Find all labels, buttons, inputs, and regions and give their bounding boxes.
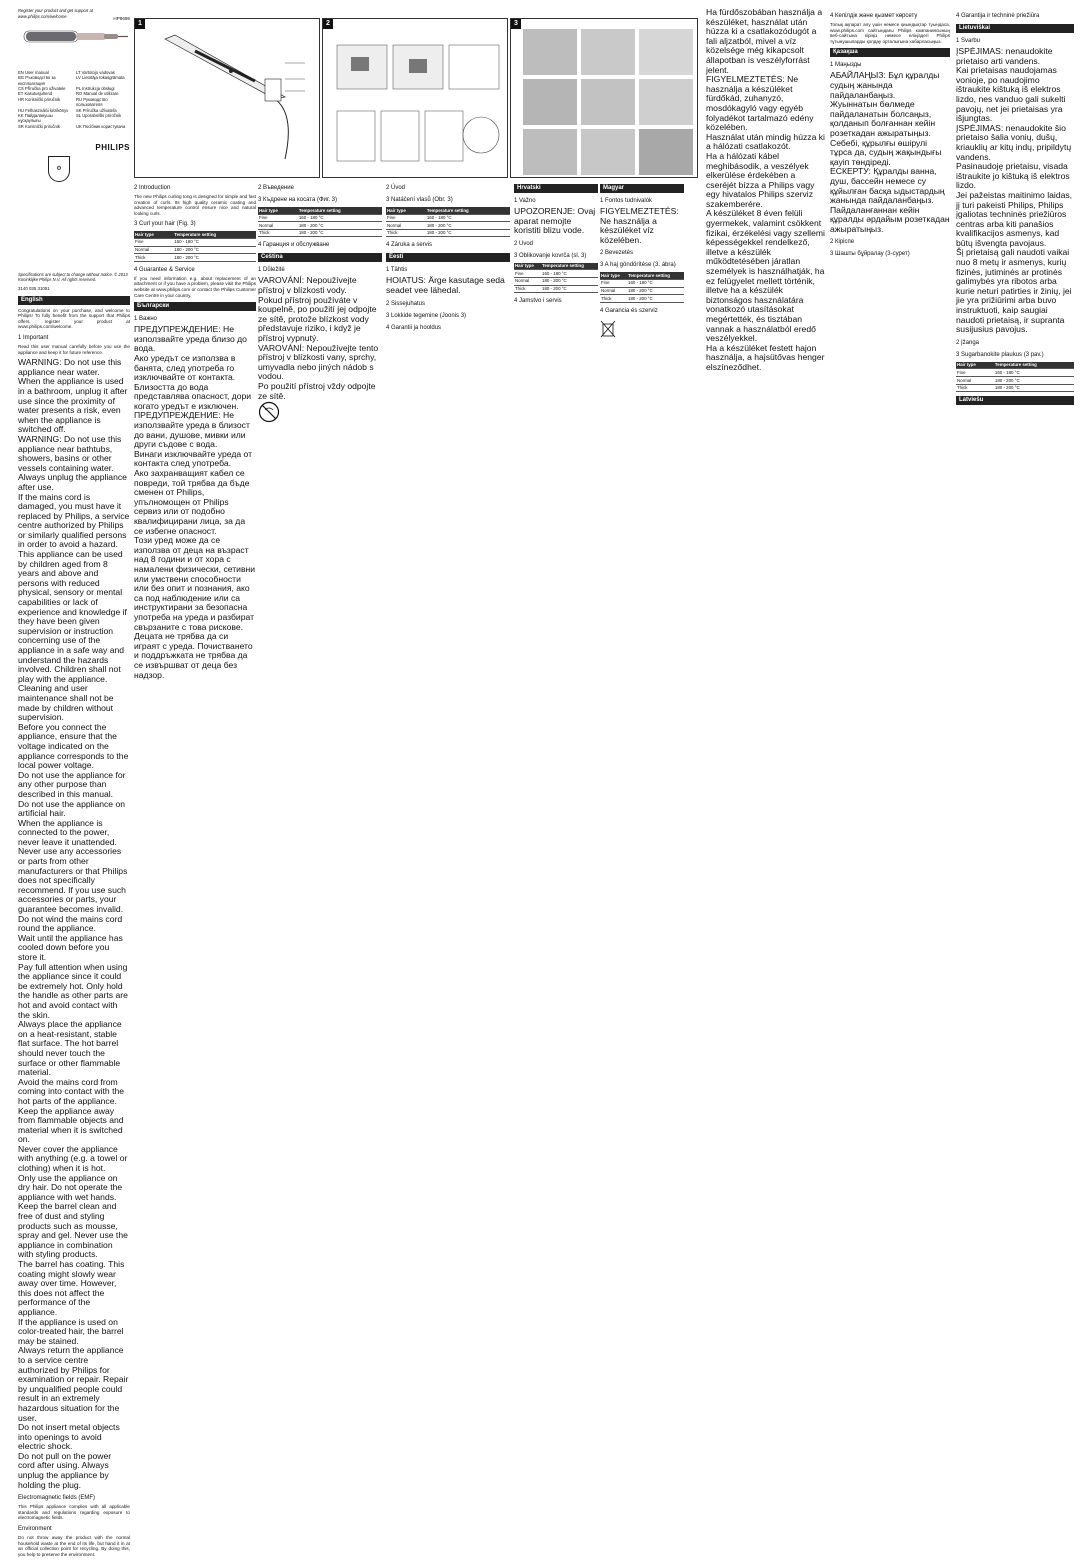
heading-guarantee-bg: 4 Гаранция и обслужване [258,242,330,249]
temperature-table [514,263,598,293]
table-row [258,214,382,222]
table-row [134,254,256,262]
table-cell: 180 - 200 °C [426,229,510,237]
warning-unplug: Always unplug the appliance after use. [18,472,127,492]
model-number: HP8699 [113,16,130,21]
no-shower-icon [258,401,280,423]
table-cell: Fine [514,270,541,278]
heading-important: 1 Important [18,335,49,341]
table-row [134,246,256,254]
heading-curl-cs: 3 Natáčení vlasů (Obr. 3) [386,197,453,203]
warning-cord-lt: Jei pažeistas maitinimo laidas, jį turi pakeisti Philips, Philips įgaliotas techninės priežiūros centras arba kiti panašios kvalifikacijos asmenys, kad būtų išvengta pavojaus. [956,189,1073,248]
warning-children-bg: Този уред може да се използва от деца на възраст над 8 години и от хора с намалени физически, сетивни или умствени способности или без опит и познания, ако са под наблюдение или са инструктирани за безопасна употреба на уреда и разбират свързаните с това рискове. Децата не трябва да си играят с уреда. Почистването и поддръжката не трябва да се извършват от деца без надзор. [134,535,256,680]
table-cell: Thick [514,285,541,293]
table-header: Temperature setting [994,362,1074,369]
warning-bathroom-cs: Pokud přístroj používáte v koupelně, po použití jej odpojte ze sítě, protože blízkost vody představuje riziko, i když je přístroj vypnutý. [258,294,377,343]
heading-important-bg: 1 Важно [134,316,158,323]
philips-shield-logo: ⚙ [48,156,70,182]
doc-number: 3140 035 31051 [18,286,50,292]
introduction-text: The new Philips curling tong is designed for simple and fast creation of curls. Its high quality ceramic coating and advanced temperature control ensure nice and natural looking curls. [134,194,256,216]
section-hungarian: Magyar [600,184,684,193]
warning-cord-hu: Ha a hálózati kábel meghibásodik, a veszélyek elkerülése érdekében a cseréjét bízza a Philips vagy egy hivatalos Philips szerviz szakemberére. [706,150,815,209]
figure-3 [510,18,698,178]
warning-water-cs: VAROVÁNÍ: Nepoužívejte přístroj v blízkosti vody. [258,275,357,295]
warning-voltage: Before you connect the appliance, ensure that the voltage indicated on the appliance corresponds to the local power voltage. [18,721,129,771]
heading-guarantee-cs: 4 Záruka a servis [386,242,433,249]
table-cell: 160 - 180 °C [426,214,510,222]
lang-item: PL Instrukcja obsługi [76,86,115,91]
lang-item: CS Příručka pro uživatele [18,86,66,91]
table-row [956,377,1074,385]
warning-surface: Always place the appliance on a heat-resistant, stable flat surface. The hot barrel should never touch the surface or other flammable material. [18,1019,122,1078]
lang-item: ET Kasutusjuhend [18,91,53,97]
warning-artificial-hair: Do not use the appliance on artificial hair. [18,798,126,819]
warning-bathtubs-bg: ПРЕДУПРЕЖДЕНИЕ: Не използвайте уреда в близост до вани, душове, мивки или други съдове с вода. [134,410,250,450]
table-cell: 180 - 200 °C [541,285,598,293]
table-cell: Fine [600,279,627,287]
heading-intro-hr: 2 Uvod [514,240,534,247]
table-cell: Thick [600,295,627,303]
warning-bathroom: When the appliance is used in a bathroom, unplug it after use since the proximity of water presents a risk, even when the appliance is switched off. [18,376,128,435]
warning-bathroom-hu: Ha fürdőszobában használja a készüléket, használat után húzza ki a csatlakozódugót a fali aljzatból, mivel a víz közelsége még kikapcsolt állapotban is veszélyforrást jelent. [706,7,823,75]
warning-purpose: Do not use the appliance for any other purpose than described in this manual. [18,769,126,799]
warning-cool-down: Wait until the appliance has cooled down before you store it. [18,932,123,962]
table-header: Hair type [258,207,298,214]
table-header: Temperature setting [541,263,598,270]
heading-curl-kk: 3 Шашты бұйралау (3-сурет) [830,251,910,258]
heading-guarantee-hr: 4 Jamstvo i servis [514,298,562,305]
lang-item: RU Руководство пользователя [76,96,108,108]
lang-item: UK Посібник користувача [76,123,126,129]
heading-intro-hu: 2 Bevezetés [600,250,634,257]
warning-unplug-lt: Pasinaudoję prietaisu, visada ištraukite jo kištuką iš elektros lizdo. [956,161,1070,191]
read-manual-text: Read this user manual carefully before you use the appliance and keep it for future reference. [18,344,130,355]
table-cell: 180 - 200 °C [627,295,684,303]
warning-wind-cord: Do not wind the mains cord round the appliance. [18,913,123,934]
table-cell: 180 - 200 °C [426,222,510,230]
warning-unplug-cs: Po použití přístroj vždy odpojte ze sítě. [258,380,376,401]
column-hungarian [600,180,684,342]
figure-number: 1 [135,19,145,29]
heading-environment: Environment [18,1526,52,1533]
warning-hot: Pay full attention when using the appliance since it could be extremely hot. Only hold the handle as other parts are hot and avoid contact with the skin. [18,961,128,1020]
table-header: Hair type [956,362,994,369]
temperature-table [258,207,382,237]
column-lithuanian [956,8,1074,408]
warning-stained-hu: Ha a készüléket festett hajon használja, a hajsütővas henger elszíneződhet. [706,342,825,372]
table-cell: Thick [258,229,298,237]
warning-children-lt: Šį prietaisą gali naudoti vaikai nuo 8 metų ir asmenys, kurių fizinės, jutiminės ar protinės galimybės yra ribotos arba kurie neturi patirties ir žinių, jei jie yra prižiūrimi arba buvo instruktuoti, kaip saugiai naudoti prietaisą, ir supranta susijusius pavojus. [956,247,1072,335]
column-english-bulgarian [134,180,256,680]
lang-item: SL Uporabniški priročnik [76,113,122,119]
lang-item: LV Lietotāja rokasgrāmata [76,75,125,81]
table-cell: Fine [386,214,426,222]
table-row [956,369,1074,377]
heading-guarantee-et: 4 Garantii ja hooldus [386,324,442,331]
section-lithuanian: Lietuviškai [956,24,1074,33]
table-row [258,222,382,230]
table-cell: Normal [600,287,627,295]
warning-bathtubs-kk: ЕСКЕРТУ: Құралды ванна, душ, бассейн немесе су құйылған басқа ыдыстардың жанында пайдаланбаңыз. [830,166,945,206]
heading-intro-lt: 2 Įžanga [956,339,980,346]
heading-important-cs: 1 Důležité [258,267,285,274]
warning-accessories: Never use any accessories or parts from other manufacturers or that Philips does not specifically recommend. If you use such accessories or parts, your guarantee becomes invalid. [18,846,128,915]
curler-diagram [135,19,321,179]
table-cell: 160 - 180 °C [173,238,256,246]
section-estonian: Eesti [386,253,510,262]
table-row [514,270,598,278]
register-url[interactable]: www.philips.com/welcome [18,13,67,19]
section-croatian: Hrvatski [514,184,598,193]
heading-important-lt: 1 Svarbu [956,38,981,44]
table-row [134,238,256,246]
heading-important-hr: 1 Važno [514,198,536,204]
warning-dry-hair: Only use the appliance on dry hair. Do not operate the appliance with wet hands. [18,1172,123,1202]
heading-intro-cs: 2 Úvod [386,185,406,191]
table-cell: Fine [134,238,173,246]
table-cell: Normal [386,222,426,230]
warning-pull-cord: Do not pull on the power cord after using. Always unplug the appliance by holding the plug. [18,1450,112,1490]
table-cell: 180 - 200 °C [298,222,382,230]
lang-item: RO Manual de utilizare [76,91,119,97]
lang-item: BG Ръководство за експлоатация [18,75,56,86]
warning-service: Always return the appliance to a service centre authorized by Philips for examination or repair. Repair by unqualified people could result in an extremely hazardous situation for the user. [18,1345,129,1423]
warning-water-et: HOIATUS: Ärge kasutage seda seadet vee lähedal. [386,275,505,295]
table-row [386,214,510,222]
heading-intro-bg: 2 Въведение [258,185,294,191]
warning-water-bg: ПРЕДУПРЕЖДЕНИЕ: Не използвайте уреда близо до вода. [134,324,247,354]
figure-2 [322,18,508,178]
warning-bathroom-bg: Ако уредът се използва в банята, след употреба го изключвайте от контакта. Близостта до вода представлява опасност, дори когато уредът е изключен. [134,352,252,411]
table-header: Temperature setting [426,207,510,214]
table-cell: 180 - 200 °C [173,246,256,254]
table-header: Hair type [386,207,426,214]
table-cell: Thick [386,229,426,237]
table-header: Temperature setting [298,207,382,214]
table-cell: 180 - 200 °C [627,287,684,295]
table-row [386,229,510,237]
recycle-bin-icon [600,320,616,338]
heading-guarantee: 4 Guarantee & Service [134,266,195,273]
section-bulgarian: Български [134,302,256,311]
guarantee-text: If you need information e.g. about replacement of an attachment or if you have a problem, please visit the Philips website at www.philips.com or contact the Philips Customer Care Centre in your country. [134,275,256,298]
section-kazakh: Қазақша [830,48,950,57]
heading-important-hu: 1 Fontos tudnivalók [600,198,653,204]
step-diagram-grid [323,19,509,179]
heading-curl-bg: 3 Къдрене на косата (Фиг. 3) [258,197,338,203]
table-header: Temperature setting [627,272,684,279]
heading-curl-hu: 3 A haj göndörítése (3. ábra) [600,262,676,269]
lang-item: LT Vartotojo vadovas [76,69,115,75]
heading-curl-hr: 3 Oblikovanje kovrča (sl. 3) [514,252,587,259]
intro-paragraph: Congratulations on your purchase, and welcome to Philips! To fully benefit from the support that Philips offers, register your product at www.philips.com/welcome. [18,307,130,330]
heading-introduction: 2 Introduction [134,185,171,191]
table-row [514,277,598,285]
lang-item: HU Felhasználói kézikönyv [18,107,69,113]
register-line: Register your product and get support at [18,8,93,13]
heading-intro-et: 2 Sissejuhatus [386,300,426,307]
table-header: Hair type [514,263,541,270]
lang-item: KK Пайдаланушы нұсқаулығы [18,113,53,124]
table-cell: Thick [134,254,173,262]
figure-number: 3 [511,19,521,29]
table-cell: 160 - 180 °C [627,279,684,287]
heading-emf: Electromagnetic fields (EMF) [18,1495,96,1502]
column-english [18,8,130,1560]
warning-cord-hot: Avoid the mains cord from coming into contact with the hot parts of the appliance. [18,1076,125,1106]
table-cell: Normal [514,277,541,285]
emf-text: This Philips appliance complies with all applicable standards and regulations regarding exposure to electromagnetic fields. [18,1504,130,1521]
heading-important-kk: 1 Маңызды [830,62,862,69]
warning-bathtubs-lt: ĮSPĖJIMAS: nenaudokite šio prietaiso šalia vonių, dušų, kriauklių ar kitų indų, pripildytų vandens. [956,122,1072,162]
column-kazakh [830,8,950,260]
table-cell: Fine [258,214,298,222]
warning-flammable: Keep the appliance away from flammable objects and material when it is switched on. [18,1105,124,1145]
temperature-table [386,207,510,237]
section-latvian: Latviešu [956,396,1074,405]
spec-note: Specifications are subject to change without notice. © 2013 Koninklijke Philips N.V. All rights reserved. [18,271,128,283]
table-row [386,222,510,230]
table-row [600,279,684,287]
table-row [600,287,684,295]
table-cell: 180 - 200 °C [298,229,382,237]
section-czech: Čeština [258,253,382,262]
warning-unplug-hu: Használat után mindig húzza ki a hálózati csatlakozót. [706,131,825,152]
heading-curl-et: 3 Lokkide tegemine (Joonis 3) [386,312,467,319]
warning-children: This appliance can be used by children aged from 8 years and above and persons with reduced physical, sensory or mental capabilities or lack of experience and knowledge if they have been given supervision or instruction concerning use of the appliance in a safe way and understand the hazards involved. Children shall not play with the appliance. Cleaning and user maintenance shall not be made by children without supervision. [18,549,127,723]
environment-text: Do not throw away the product with the normal household waste at the end of its life, but hand it in at an official collection point for recycling. By doing this, you help to preserve the environment. [18,1535,130,1557]
table-cell: 180 - 200 °C [994,377,1074,385]
heading-guarantee-kk: 4 Кепілдік және қызмет көрсету [830,13,918,19]
column-hungarian-cont [706,8,826,373]
warning-water: WARNING: Do not use this appliance near water. [18,357,122,377]
table-row [514,285,598,293]
temperature-table [600,272,684,302]
table-header: Hair type [134,231,173,238]
column-bulgarian-czech [258,180,382,425]
table-cell: 180 - 200 °C [541,277,598,285]
lang-item: EN User manual [18,69,49,75]
service-text-kk: Толық ақпарат алу үшін немесе қиындықтар туындаса, www.philips.com сайтындағы Philips компаниясының веб-сайтына кіріңіз немесе еліңіздегі Philips тұтынушыларды қолдау орталығына хабарласыңыз. [830,22,950,44]
heading-curl-hair: 3 Curl your hair (Fig. 3) [134,221,196,228]
warning-unplug-kk: Пайдаланғаннан кейін құралды әрдайым розеткадан ажыратыңыз. [830,204,950,234]
heading-curl-lt: 3 Sugarbanokite plaukus (3 pav.) [956,351,1044,358]
warning-metal: Do not insert metal objects into openings to avoid electric shock. [18,1422,120,1452]
temperature-table [134,231,256,261]
table-row [600,295,684,303]
table-cell: Thick [956,384,994,392]
warning-coating: The barrel has coating. This coating might slowly wear away over time. However, this does not affect the performance of the appliance. [18,1259,125,1317]
lang-item: HR Korisnički priručnik [18,96,61,102]
warning-bathtubs: WARNING: Do not use this appliance near bathtubs, showers, basins or other vessels containing water. [18,433,122,473]
table-header: Temperature setting [173,231,256,238]
warning-barrel-clean: Keep the barrel clean and free of dust and styling products such as mousse, spray and gel. Never use the appliance in combination with styling products. [18,1201,128,1260]
warning-unattended: When the appliance is connected to the power, never leave it unattended. [18,817,117,847]
warning-stained: If the appliance is used on color-treated hair, the barrel may be stained. [18,1316,124,1346]
table-cell: 180 - 200 °C [173,254,256,262]
column-croatian [514,180,598,307]
warning-bathroom-lt: Kai prietaisas naudojamas vonioje, po naudojimo ištraukite kištuką iš elektros lizdo, nes vanduo gali sukelti pavojų, net jei prietaisas yra išjungtas. [956,65,1066,124]
column-czech-estonian [386,180,510,334]
table-cell: Normal [956,377,994,385]
table-row [258,229,382,237]
heading-guarantee-lt: 4 Garantija ir techninė priežiūra [956,13,1040,19]
figure-1 [134,18,320,178]
table-cell: Fine [956,369,994,377]
curling-steps-photos [511,19,699,179]
warning-unplug-bg: Винаги изключвайте уреда от контакта след употреба. [134,448,253,469]
temperature-table [956,362,1074,392]
warning-water-lt: ĮSPĖJIMAS: nenaudokite prietaiso arti vandens. [956,46,1053,66]
warning-cord-bg: Ако захранващият кабел се повреди, той трябва да бъде сменен от Philips, упълномощен от Philips сервиз или от подобно квалифицирани лица, за да се избегне опасност. [134,468,250,536]
table-cell: Normal [134,246,173,254]
warning-cord: If the mains cord is damaged, you must have it replaced by Philips, a service centre authorized by Philips or similarly qualified persons in order to avoid a hazard. [18,491,130,550]
table-cell: 160 - 180 °C [541,270,598,278]
brand-wordmark: PHILIPS [95,143,130,153]
warning-bathtubs-hu: FIGYELMEZTETÉS: Ne használja a készüléket fürdőkád, zuhanyzó, mosdókagyló vagy egyéb folyadékot tartalmazó edény közelében. [706,74,814,133]
table-cell: 160 - 180 °C [994,369,1074,377]
table-cell: 160 - 180 °C [298,214,382,222]
warning-bathroom-kk: Жуыннатын бөлмеде пайдаланатын болсаңыз, қолданып болғаннан кейін розеткадан ажыратыңыз. Себебі, құрылғы өшірулі тұрса да, судың жақындығы қауіп төндіреді. [830,99,942,167]
warning-cover: Never cover the appliance with anything (e.g. a towel or clothing) when it is hot. [18,1143,128,1174]
table-cell: 180 - 200 °C [994,384,1074,392]
warning-children-hu: A készüléket 8 éven felüli gyermekek, valamint csökkent fizikai, érzékelési vagy szellemi képességekkel rendelkező, illetve a készülék működtetésében járatlan személyek is használhatják, ha ez felügyelet mellett történik, illetve ha a készülék biztonságos használatára vonatkozó utasításokat megértették, és tisztában vannak a használatból eredő veszélyekkel. [706,208,825,344]
table-cell: Normal [258,222,298,230]
warning-water-hu: FIGYELMEZTETÉS: Ne használja a készüléket víz közelében. [600,206,679,245]
figure-number: 2 [323,19,333,29]
table-header: Hair type [600,272,627,279]
warning-bathtubs-cs: VAROVÁNÍ: Nepoužívejte tento přístroj v blízkosti vany, sprchy, umyvadla nebo jiných nádob s vodou. [258,342,379,382]
lang-item: SK Príručka užívateľa [76,107,117,113]
warning-water-kk: АБАЙЛАҢЫЗ: Бұл құралды судың жанында пайдаланбаңыз. [830,70,940,100]
lang-item: SR Korisnički priručnik [18,123,60,129]
heading-intro-kk: 2 Кіріспе [830,239,855,246]
table-row [956,384,1074,392]
heading-important-et: 1 Tähtis [386,267,408,274]
heading-guarantee-hu: 4 Garancia és szerviz [600,307,658,314]
warning-water-hr: UPOZORENJE: Ovaj aparat nemojte koristiti blizu vode. [514,206,596,236]
section-english: English [18,296,130,305]
